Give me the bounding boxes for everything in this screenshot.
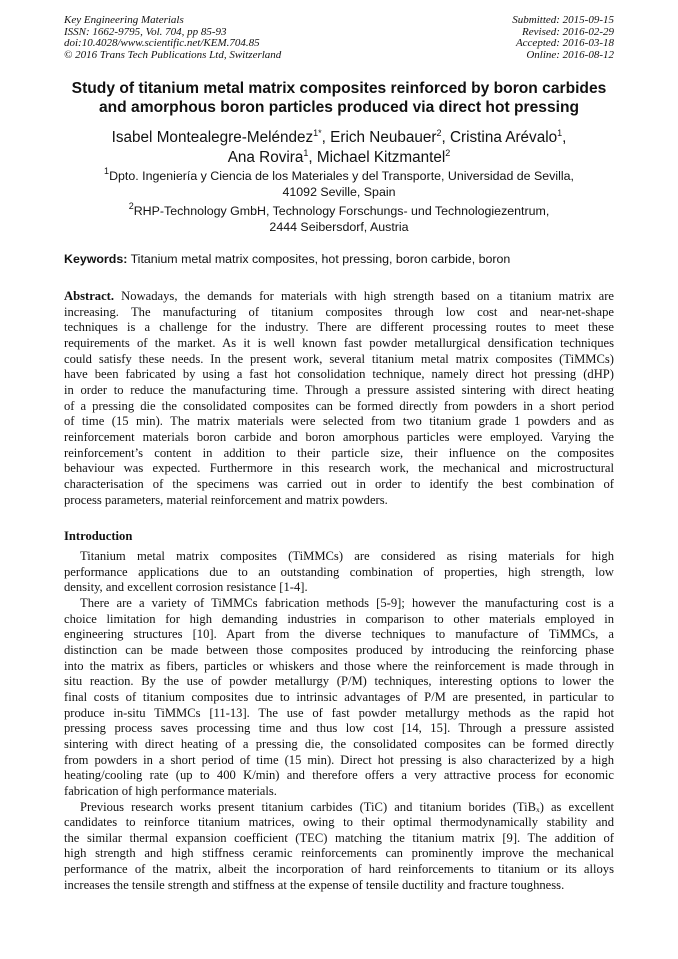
keywords-label: Keywords: xyxy=(64,252,128,266)
introduction-body xyxy=(64,549,614,893)
abstract-text: could satisfy these needs. In the present work, several titanium metal matrix composites (TiMMCs) xyxy=(64,351,614,366)
abstract-text: in order to reduce the manufacturing time. Through a pressure assisted sintering with direct heating xyxy=(64,382,614,397)
doi: doi:10.4028/www.scientific.net/KEM.704.85 xyxy=(64,37,260,50)
author-sup: 2 xyxy=(436,128,442,138)
paragraph-line: into the matrix as fibers, particles or whiskers and those where the reinforcement is made through in xyxy=(64,658,614,673)
section-heading-introduction: Introduction xyxy=(64,529,133,543)
separator: , xyxy=(562,129,567,146)
paragraph-line: density, and excellent corrosion resistance [1-4]. xyxy=(64,580,308,595)
paragraph xyxy=(64,800,614,894)
title-line: Study of titanium metal matrix composites reinforced by boron carbides xyxy=(71,80,607,97)
abstract-text: have been fabricated by using a fast hot consolidation technique, namely direct hot pressing (dHP) xyxy=(64,367,614,382)
revised-date: Revised: 2016-02-29 xyxy=(522,25,614,38)
abstract-text: characterisation of the specimens was carried out in order to identify the best combination of xyxy=(64,476,614,491)
author-sup: 2 xyxy=(445,147,451,158)
keywords-text: Titanium metal matrix composites, hot pressing, boron carbide, boron xyxy=(127,252,511,266)
abstract-line xyxy=(64,461,614,477)
paragraph-line: performance of the matrix, albeit the incorporation of hard reinforcements to titanium or its alloys xyxy=(64,862,614,877)
affiliation-sup: 2 xyxy=(128,201,134,211)
paragraph-line: performance applications due to an outstanding combination of properties, high strength, low xyxy=(64,564,614,579)
paragraph-line: choice limitation for high demanding industries in comparison to other materials employed in xyxy=(64,611,614,626)
affiliation-sup: 1 xyxy=(104,166,110,176)
journal-name: Key Engineering Materials xyxy=(64,14,184,26)
abstract-text: of time (15 min). The matrix materials were selected from two titanium grade 1 powders and as xyxy=(64,414,614,429)
affiliation-line: RHP-Technology GmbH, Technology Forschungs- und Technologiezentrum, xyxy=(133,204,550,218)
affiliation-line: 41092 Seville, Spain xyxy=(282,185,396,199)
abstract-line xyxy=(64,446,614,462)
abstract-text: behaviour was expected. Furthermore in this research work, the mechanical and microstructural xyxy=(64,461,614,476)
author: Isabel Montealegre-Meléndez xyxy=(111,129,314,146)
affiliation-2 xyxy=(40,203,638,235)
abstract-line xyxy=(64,399,614,415)
abstract-text: reinforcement materials boron carbide and boron amorphous particles were employed. Varying the xyxy=(64,429,614,444)
abstract-text: increasing. The manufacturing of titanium composites through low cost and near-net-shape xyxy=(64,304,614,319)
paragraph-line: There are a variety of TiMMCs fabrication methods [5-9]; however the manufacturing cost is a xyxy=(80,595,614,610)
paragraph-line: Previous research works present titanium carbides (TiC) and titanium borides (TiBₓ) as excellent xyxy=(80,799,614,814)
accepted-date: Accepted: 2016-03-18 xyxy=(515,37,614,50)
keywords xyxy=(64,252,510,266)
abstract-line xyxy=(64,383,614,399)
author: Ana Rovira xyxy=(227,148,304,166)
author-sup: 1 xyxy=(557,128,563,138)
paragraph xyxy=(64,596,614,800)
copyright: © 2016 Trans Tech Publications Ltd, Switzerland xyxy=(64,48,282,61)
journal-info xyxy=(64,15,281,61)
paragraph-line: distinction can be made between those composites produced by introducing the reinforcing phase xyxy=(64,642,614,657)
abstract-line xyxy=(64,414,614,430)
paragraph-line: fabrication of high performance materials. xyxy=(64,783,277,798)
paragraph-line: Titanium metal matrix composites (TiMMCs) are considered as rising materials for high xyxy=(80,549,614,563)
abstract-text: Nowadays, the demands for materials with high strength based on a titanium matrix are xyxy=(114,289,614,303)
online-date: Online: 2016-08-12 xyxy=(526,48,614,61)
paragraph-line: sintering with direct heating of a pressing die, the consolidated composites can be formed directly xyxy=(64,736,614,751)
author: , Michael Kitzmantel xyxy=(308,148,446,166)
paragraph-line: heating/cooling rate (up to 400 K/min) and therefore offers a very attractive process for economic xyxy=(64,768,614,783)
abstract-line xyxy=(64,352,614,368)
paragraph-line: produce in-situ TiMMCs [11-13]. The use of fast powder metallurgy methods as the rapid hot xyxy=(64,705,614,720)
abstract-line xyxy=(64,336,614,352)
abstract-line xyxy=(64,289,614,305)
abstract-line xyxy=(64,430,614,446)
paper-title xyxy=(40,79,638,117)
author: , Cristina Arévalo xyxy=(441,129,558,146)
abstract-label: Abstract. xyxy=(64,289,115,303)
abstract-text: process parameters, material reinforcement and matrix powders. xyxy=(64,492,388,507)
dates-info xyxy=(512,15,614,61)
author-sup: 1 xyxy=(303,147,309,158)
paragraph-line: situ reaction. By the use of powder metallurgy (P/M) techniques, interesting options to lower the xyxy=(64,674,614,689)
abstract-line xyxy=(64,493,614,509)
affiliation-line: 2444 Seibersdorf, Austria xyxy=(269,220,409,234)
title-line: and amorphous boron particles produced via direct hot pressing xyxy=(98,99,580,116)
paragraph-line: high strength and high stiffness ceramic reinforcements can prominently improve the mechanical xyxy=(64,846,614,861)
submitted-date: Submitted: 2015-09-15 xyxy=(512,14,614,26)
authors xyxy=(40,128,638,167)
abstract-text: of a pressing die the consolidated composites can be formed directly from powders in a short period xyxy=(64,398,614,413)
paragraph-line: candidates to reinforce titanium matrices, owing to their optimal thermodynamically stability and xyxy=(64,815,614,830)
paragraph xyxy=(64,549,614,596)
abstract-line xyxy=(64,367,614,383)
author-sup: 1* xyxy=(313,128,322,138)
author: , Erich Neubauer xyxy=(321,129,437,146)
issn: ISSN: 1662-9795, Vol. 704, pp 85-93 xyxy=(64,25,227,38)
paragraph-line: the similar thermal expansion coefficient (TEC) matching the titanium matrix [9]. The addition of xyxy=(64,830,614,845)
affiliation-1 xyxy=(40,168,638,200)
affiliation-line: Dpto. Ingeniería y Ciencia de los Materiales y del Transporte, Universidad de Sevilla, xyxy=(109,169,574,183)
abstract xyxy=(64,289,614,508)
abstract-line xyxy=(64,477,614,493)
abstract-line xyxy=(64,305,614,321)
paragraph-line: pressing process saves processing time and thus low cost [14, 15]. Through a pressure assisted xyxy=(64,721,614,736)
abstract-text: reinforcement’s content in addition to their particle size, their influence on the composites xyxy=(64,445,614,460)
paragraph-line: engineering structures [10]. Apart from the diverse techniques to manufacture of TiMMCs, a xyxy=(64,627,614,642)
abstract-line xyxy=(64,320,614,336)
paragraph-line: final costs of titanium composites due to intrinsic advantages of P/M are presented, in particular to xyxy=(64,689,614,704)
paragraph-line: from powders in a short period of time (15 min). Direct hot pressing is also characterized by a high xyxy=(64,752,614,767)
abstract-text: techniques is a challenge for the industry. There are different processing routes to meet these xyxy=(64,320,614,335)
abstract-text: requirements of the market. As it is well known fast powder metallurgical densification techniques xyxy=(64,335,614,350)
paragraph-line: increases the tensile strength and stiffness at the expense of tensile ductility and fracture toughness. xyxy=(64,877,565,892)
